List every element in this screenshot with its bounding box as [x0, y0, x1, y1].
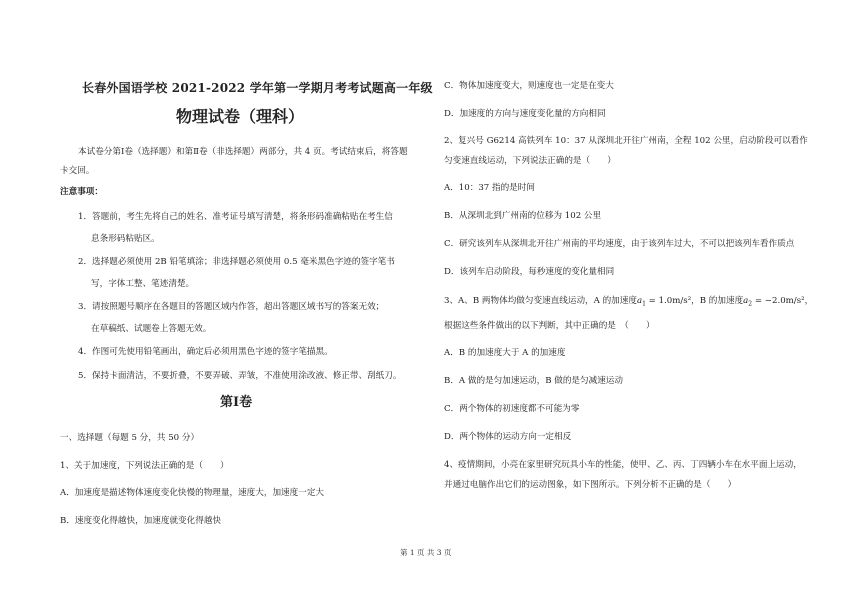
q1-option-b: B．速度变化得越快，加速度就变化得越快 — [60, 516, 222, 526]
subject-title: 物理试卷（理科） — [176, 107, 305, 126]
note-3-line-1: 3．请按照题号顺序在各题目的答题区域内作答，超出答题区域书写的答案无效； — [78, 302, 385, 312]
q2-option-c: C．研究该列车从深圳北开往广州南的平均速度，由于该列车过大，不可以把该列车看作质点 — [444, 239, 795, 249]
q3-stem-line-1 — [444, 295, 813, 311]
q3-accel-a-subscript: 1 — [642, 300, 646, 308]
q3-accel-b-value: = −2.0m/s² — [752, 296, 805, 306]
q3-accel-a-symbol: a — [636, 296, 643, 306]
q1-option-d: D．加速度的方向与速度变化量的方向相同 — [444, 109, 606, 119]
part1-heading: 第Ⅰ卷 — [220, 395, 253, 410]
q4-stem-line-1: 4、疫情期间，小亮在家里研究玩具小车的性能，使甲、乙、丙、丁四辆小车在水平面上运动， — [444, 460, 802, 470]
q3-option-d: D．两个物体的运动方向一定相反 — [444, 432, 572, 442]
note-1-line-1: 1．答题前，考生先将自己的姓名、准考证号填写清楚，将条形码准确粘贴在考生信 — [78, 212, 393, 222]
q3-option-c: C．两个物体的初速度都不可能为零 — [444, 404, 580, 414]
q1-stem: 1、关于加速度，下列说法正确的是（ ） — [60, 461, 229, 471]
q3-option-b: B．A 做的是匀加速运动，B 做的是匀减速运动 — [444, 376, 623, 386]
school-title: 长春外国语学校 2021-2022 学年第一学期月考考试题高一年级 — [82, 81, 433, 95]
q3-stem-a: 3、A、B 两物体均做匀变速直线运动，A 的加速度 — [444, 296, 637, 306]
section-label: 一、选择题（每题 5 分，共 50 分） — [60, 433, 200, 443]
q2-option-b: B．从深圳北到广州南的位移为 102 公里 — [444, 211, 602, 221]
q3-accel-b-symbol: a — [743, 296, 749, 306]
page-footer: 第 1 页 共 3 页 — [400, 548, 452, 557]
q2-stem-line-1: 2、复兴号 G6214 高铁列车 10：37 从深圳北开往广州南，全程 102 公里，启动阶段可以看作 — [444, 136, 808, 146]
note-5: 5．保持卡面清洁，不要折叠，不要弄破、弄皱，不准使用涂改液、修正带、刮纸刀。 — [78, 371, 402, 381]
note-2-line-1: 2．选择题必须使用 2B 铅笔填涂；非选择题必须使用 0.5 毫米黑色字迹的签字笔书 — [78, 257, 395, 267]
q2-option-a: A．10：37 指的是时间 — [444, 183, 535, 193]
note-1-line-2: 息条形码粘贴区。 — [91, 234, 160, 244]
q3-stem-end: ， — [804, 296, 814, 306]
q3-stem-b: ，B 的加速度 — [691, 296, 744, 306]
q2-option-d: D．该列车启动阶段，每秒速度的变化量相同 — [444, 267, 615, 277]
q3-option-a: A．B 的加速度大于 A 的加速度 — [444, 348, 566, 358]
intro-line-1: 本试卷分第Ⅰ卷（选择题）和第Ⅱ卷（非选择题）两部分，共 4 页。考试结束后，将答题 — [78, 147, 408, 157]
note-2-line-2: 写，字体工整、笔迹清楚。 — [91, 279, 195, 289]
notes-heading: 注意事项： — [60, 187, 103, 197]
q3-accel-b-subscript: 2 — [748, 300, 753, 308]
note-3-line-2: 在草稿纸、试题卷上答题无效。 — [91, 324, 212, 334]
q3-stem-line-2: 根据这些条件做出的以下判断，其中正确的是 （ ） — [444, 321, 655, 331]
q4-stem-line-2: 并通过电脑作出它们的运动图象，如下图所示。下列分析不正确的是（ ） — [444, 480, 737, 490]
note-4: 4．作图可先使用铅笔画出，确定后必须用黑色字迹的签字笔描黑。 — [78, 347, 333, 357]
q3-accel-a-value: = 1.0m/s² — [645, 296, 692, 306]
q1-option-c: C．物体加速度变大，则速度也一定是在变大 — [444, 81, 614, 91]
q1-option-a: A．加速度是描述物体速度变化快慢的物理量，速度大，加速度一定大 — [60, 488, 325, 498]
intro-line-2: 卡交回。 — [60, 166, 95, 176]
q2-stem-line-2: 匀变速直线运动，下列说法正确的是（ ） — [444, 156, 616, 166]
